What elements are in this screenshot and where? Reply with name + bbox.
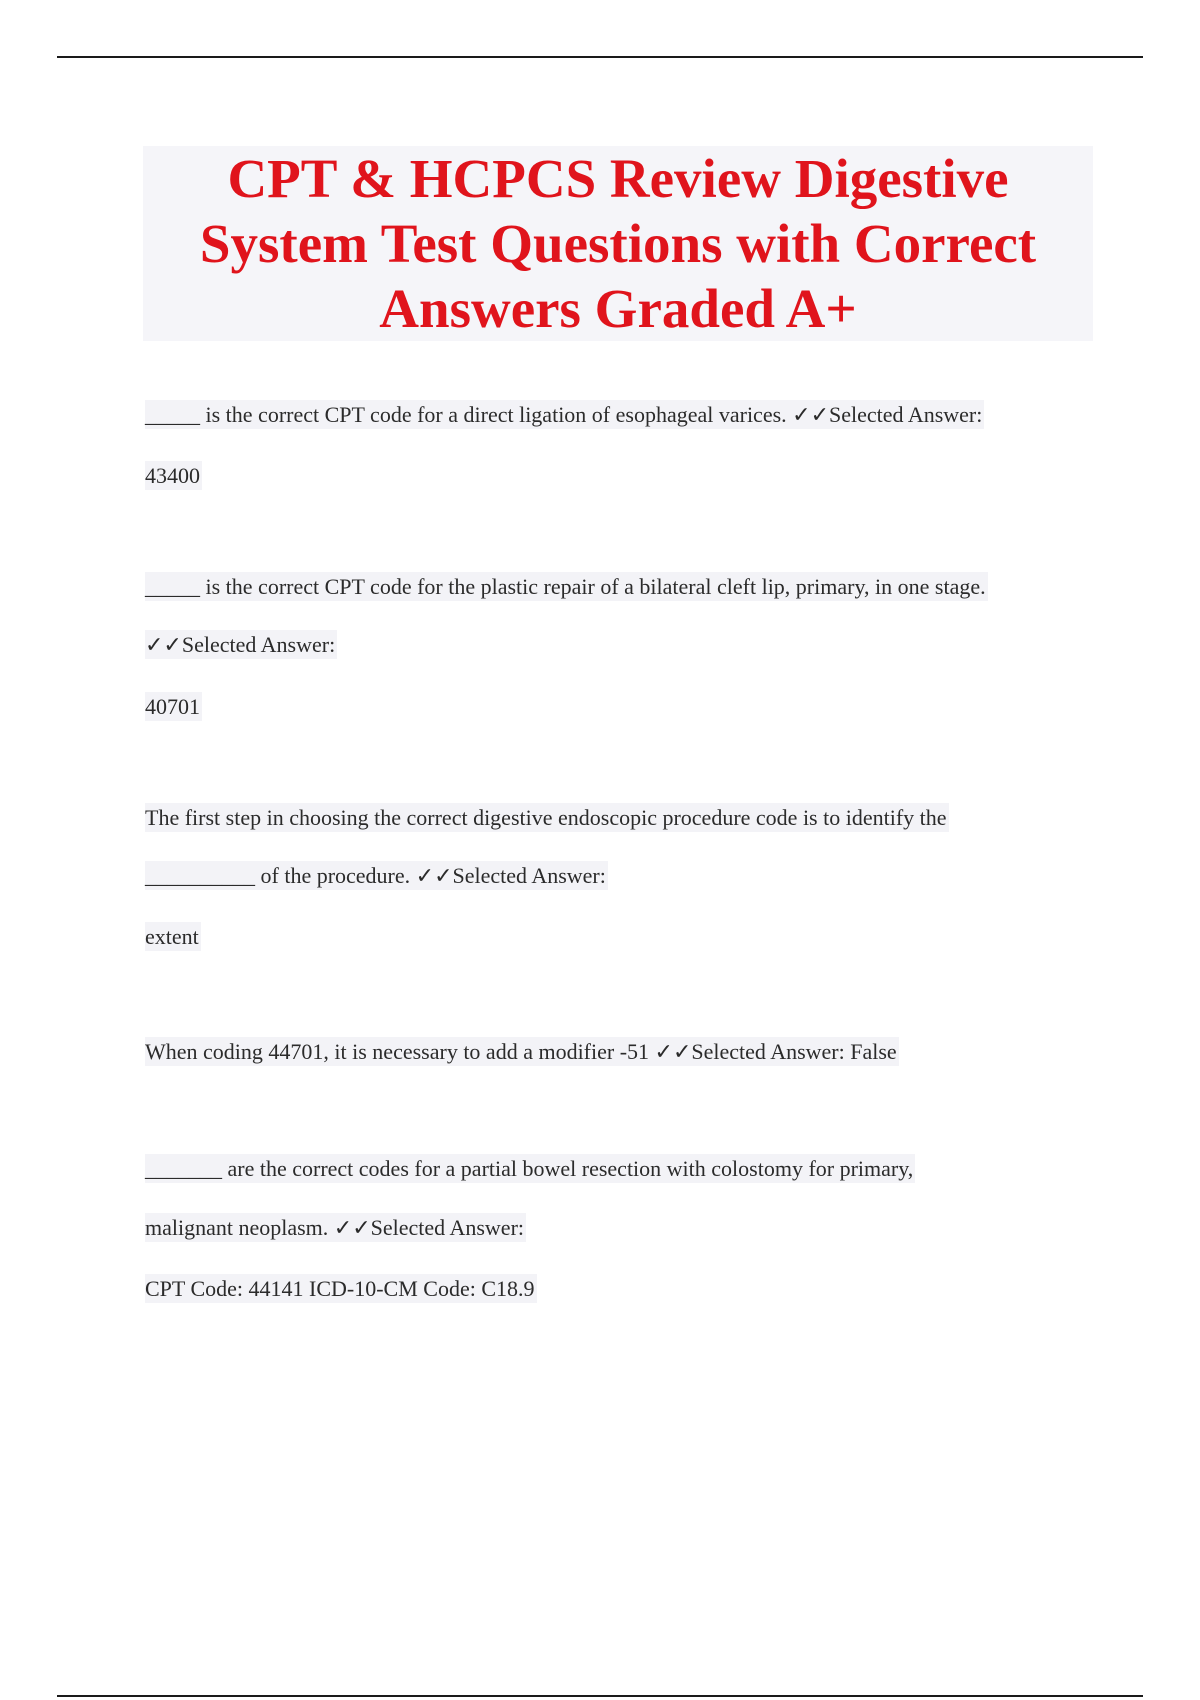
question-3-answer	[145, 922, 201, 952]
question-2-answer	[145, 692, 202, 722]
question-5-line-2	[145, 1213, 526, 1243]
top-rule	[57, 56, 1143, 58]
question-4-line-1	[145, 1037, 899, 1067]
title-banner	[143, 146, 1093, 341]
question-5-line-1	[145, 1154, 915, 1184]
answer-text: 40701	[145, 694, 200, 719]
question-text: malignant neoplasm. ✓✓Selected Answer:	[145, 1215, 525, 1240]
question-text: _____ is the correct CPT code for the plastic repair of a bilateral cleft lip, primary, in one stage.	[145, 574, 986, 599]
question-3-line-2	[145, 861, 608, 891]
answer-text: CPT Code: 44141 ICD-10-CM Code: C18.9	[145, 1276, 535, 1301]
question-text: __________ of the procedure. ✓✓Selected Answer:	[145, 863, 606, 888]
question-2-line-1	[145, 572, 988, 602]
question-text: The first step in choosing the correct digestive endoscopic procedure code is to identify the	[145, 805, 947, 830]
bottom-rule	[57, 1695, 1143, 1697]
answer-text: extent	[145, 924, 199, 949]
question-text: When coding 44701, it is necessary to add a modifier -51 ✓✓Selected Answer: False	[145, 1039, 897, 1064]
question-text: ✓✓Selected Answer:	[145, 632, 336, 657]
answer-text: 43400	[145, 463, 200, 488]
question-text: _____ is the correct CPT code for a direct ligation of esophageal varices. ✓✓Selected Answer:	[145, 402, 983, 427]
question-text: _______ are the correct codes for a partial bowel resection with colostomy for primary,	[145, 1156, 914, 1181]
question-1-line-1	[145, 400, 984, 430]
question-3-line-1	[145, 803, 949, 833]
question-5-answer	[145, 1274, 537, 1304]
document-title: CPT & HCPCS Review Digestive System Test Questions with Correct Answers Graded A+	[199, 148, 1037, 339]
question-1-answer	[145, 461, 202, 491]
question-2-line-2	[145, 630, 337, 660]
